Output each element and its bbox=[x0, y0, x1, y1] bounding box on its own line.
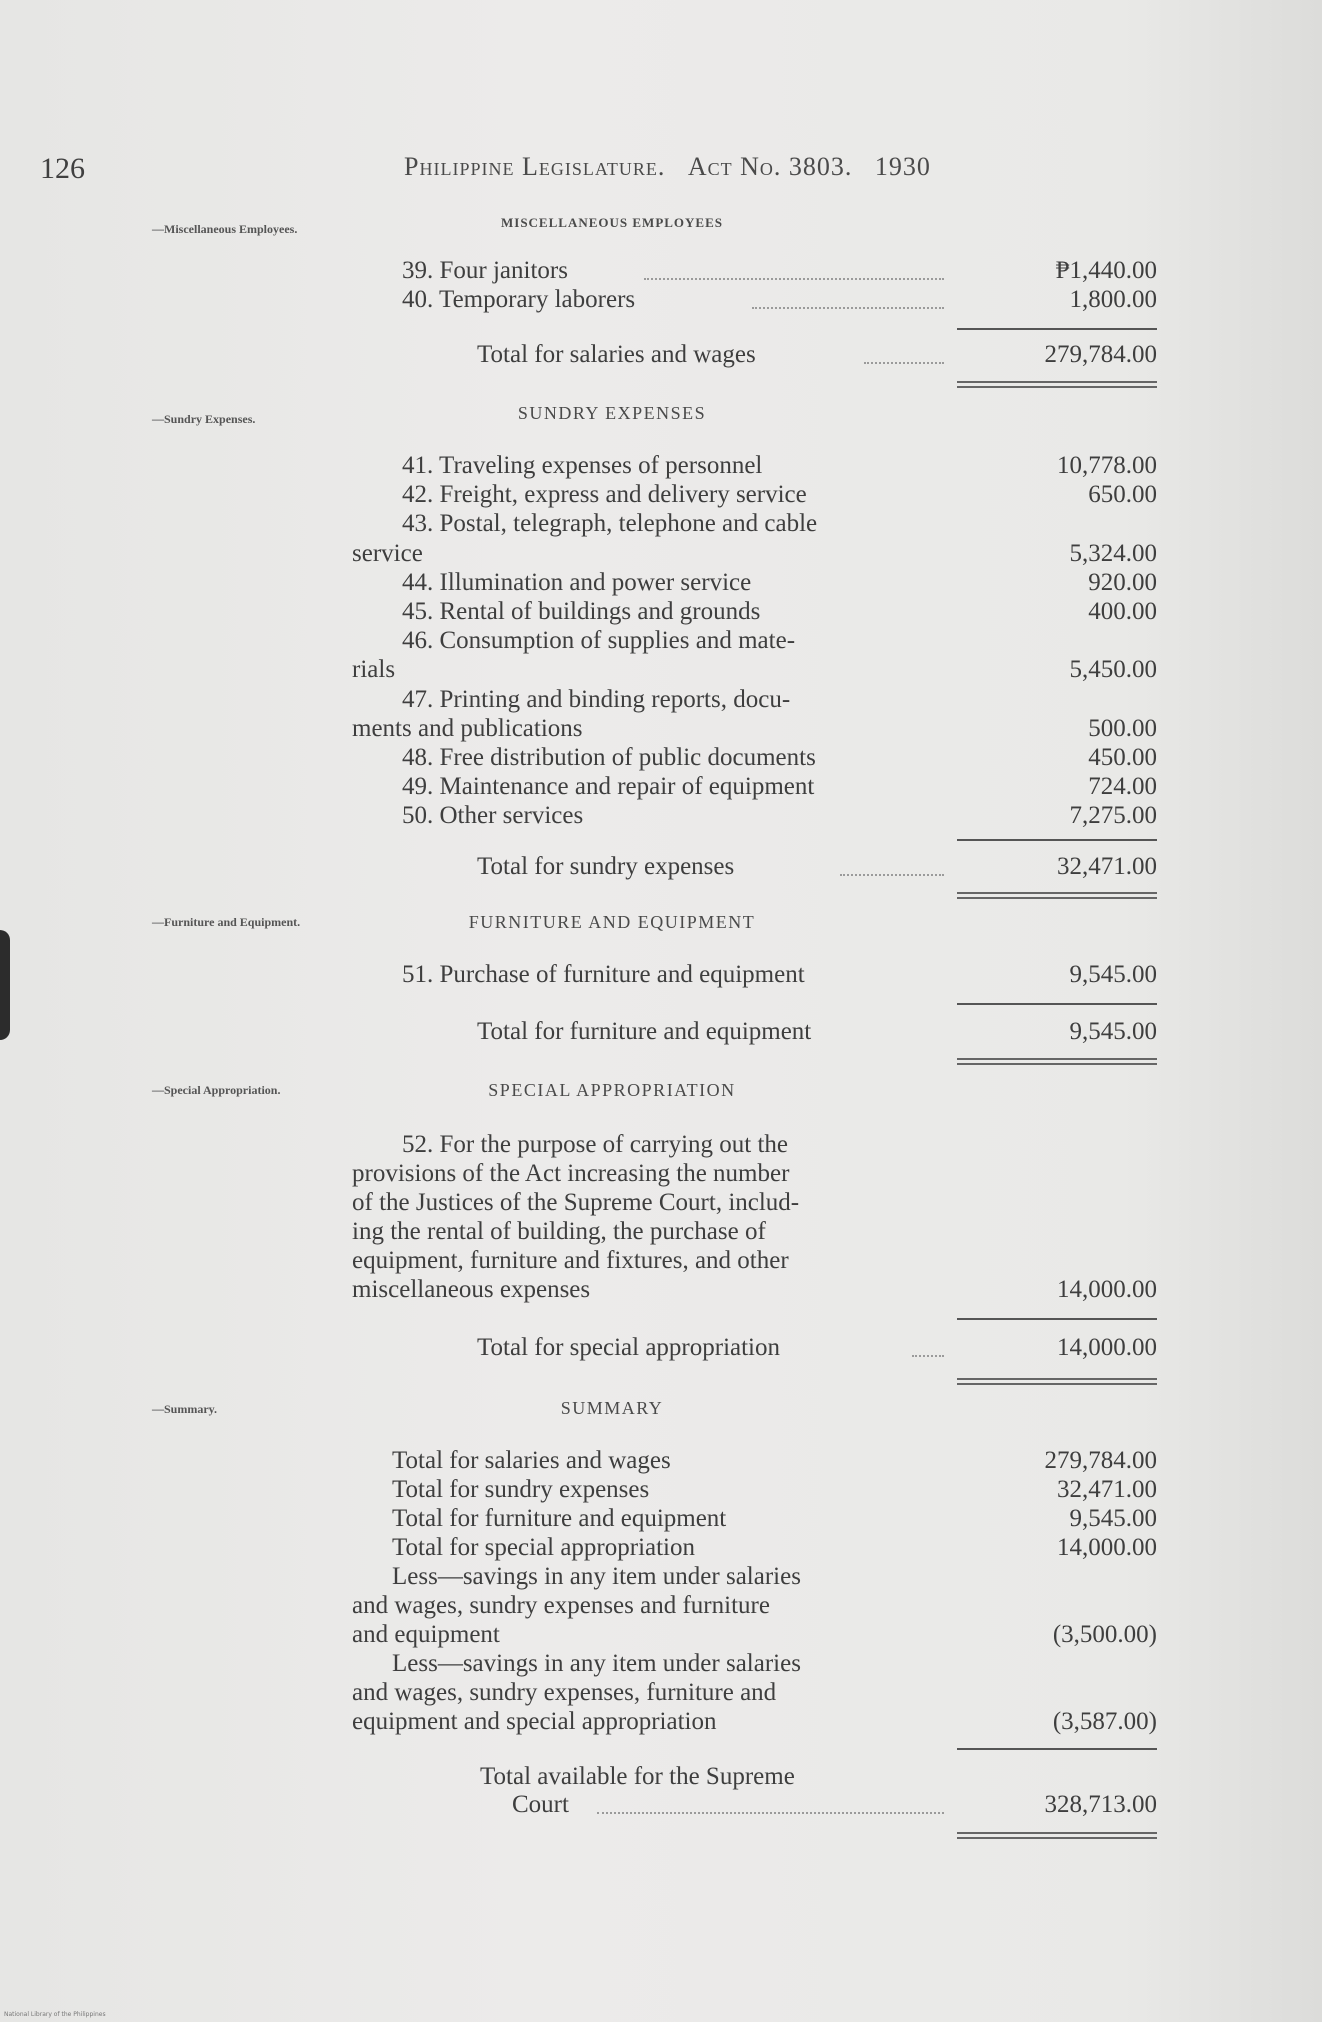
total-line bbox=[352, 1017, 1157, 1047]
line-item bbox=[352, 1562, 1157, 1592]
line-amount: 7,275.00 bbox=[1069, 802, 1157, 830]
leader-dots bbox=[644, 276, 944, 280]
line-text: 51. Purchase of furniture and equipment bbox=[402, 961, 805, 988]
heading-sundry: SUNDRY EXPENSES bbox=[517, 403, 707, 423]
line-amount: 450.00 bbox=[1088, 744, 1157, 771]
line-text: 50. Other services bbox=[402, 802, 584, 830]
line-text: ing the rental of building, the purchase of bbox=[352, 1218, 766, 1245]
line-item bbox=[352, 801, 1157, 831]
line-item bbox=[352, 1217, 1157, 1247]
line-text: miscellaneous expenses bbox=[352, 1276, 591, 1303]
line-text: ments and publications bbox=[352, 714, 583, 742]
total-amount: 279,784.00 bbox=[1044, 341, 1157, 368]
line-item bbox=[352, 451, 1157, 481]
line-text: rials bbox=[352, 656, 396, 684]
grand-total-line-2 bbox=[352, 1790, 1157, 1820]
total-line bbox=[352, 852, 1157, 882]
grand-total-text-2: Court bbox=[512, 1791, 569, 1818]
margin-note-sundry: —Sundry Expenses. bbox=[152, 412, 256, 426]
line-text: of the Justices of the Supreme Court, includ- bbox=[352, 1189, 800, 1216]
line-item bbox=[352, 509, 1157, 539]
line-item bbox=[352, 597, 1157, 627]
line-text: 41. Traveling expenses of personnel bbox=[402, 452, 763, 479]
line-text: 45. Rental of buildings and grounds bbox=[402, 598, 761, 625]
line-amount: 5,324.00 bbox=[1069, 539, 1157, 567]
line-item bbox=[352, 1707, 1157, 1737]
subtotal-rule bbox=[957, 1748, 1157, 1750]
line-text: Total for furniture and equipment bbox=[392, 1505, 727, 1532]
line-amount: 9,545.00 bbox=[1069, 961, 1157, 988]
line-item bbox=[352, 1504, 1157, 1534]
line-item bbox=[352, 1188, 1157, 1218]
line-item bbox=[352, 1246, 1157, 1276]
library-footer: National Library of the Philippines bbox=[4, 2011, 106, 2018]
line-amount: 1,800.00 bbox=[1069, 286, 1157, 313]
total-line bbox=[352, 1333, 1157, 1363]
line-item bbox=[352, 1620, 1157, 1650]
total-double-rule bbox=[957, 381, 1157, 388]
line-text: 42. Freight, express and delivery service bbox=[402, 481, 807, 509]
total-double-rule bbox=[957, 1378, 1157, 1385]
line-amount: 14,000.00 bbox=[1057, 1534, 1157, 1561]
line-text: and equipment bbox=[352, 1621, 500, 1648]
line-text: Total for special appropriation bbox=[392, 1534, 696, 1561]
line-item bbox=[352, 480, 1157, 510]
total-text: Total for furniture and equipment bbox=[477, 1018, 812, 1045]
total-double-rule bbox=[957, 1058, 1157, 1065]
year: 1930 bbox=[874, 152, 931, 181]
line-amount: 9,545.00 bbox=[1069, 1505, 1157, 1532]
running-title bbox=[404, 152, 931, 182]
line-amount: 279,784.00 bbox=[1044, 1447, 1157, 1474]
line-text: 47. Printing and binding reports, docu- bbox=[402, 685, 791, 713]
page-header bbox=[40, 152, 1282, 192]
line-text: equipment and special appropriation bbox=[352, 1708, 717, 1735]
legislature-title: Philippine Legislature. bbox=[404, 152, 666, 181]
line-amount: ₱1,440.00 bbox=[1055, 257, 1157, 284]
line-item bbox=[352, 655, 1157, 685]
heading-furniture: FURNITURE AND EQUIPMENT bbox=[468, 912, 756, 932]
leader-dots bbox=[912, 1353, 944, 1357]
line-amount: 500.00 bbox=[1088, 714, 1157, 742]
line-item bbox=[352, 285, 1157, 315]
line-item bbox=[352, 1649, 1157, 1679]
grand-total-text-1: Total available for the Supreme bbox=[480, 1763, 795, 1790]
margin-note-summary: —Summary. bbox=[152, 1402, 218, 1416]
line-amount: 10,778.00 bbox=[1057, 452, 1157, 479]
margin-note-furniture: —Furniture and Equipment. bbox=[152, 915, 301, 929]
line-item bbox=[352, 1591, 1157, 1621]
line-amount: 32,471.00 bbox=[1057, 1476, 1157, 1503]
margin-note-special: —Special Appropriation. bbox=[152, 1083, 281, 1097]
line-item bbox=[352, 256, 1157, 286]
line-item bbox=[352, 714, 1157, 744]
leader-dots bbox=[840, 872, 944, 876]
subtotal-rule bbox=[957, 1003, 1157, 1005]
line-item bbox=[352, 960, 1157, 990]
line-amount: 5,450.00 bbox=[1069, 656, 1157, 684]
act-number: Act No. 3803. bbox=[687, 152, 853, 181]
heading-special: SPECIAL APPROPRIATION bbox=[488, 1080, 736, 1100]
line-text: and wages, sundry expenses and furniture bbox=[352, 1592, 770, 1619]
line-text: Total for sundry expenses bbox=[392, 1476, 650, 1503]
total-amount: 9,545.00 bbox=[1069, 1018, 1157, 1045]
heading-summary: SUMMARY bbox=[560, 1398, 664, 1418]
line-amount: 920.00 bbox=[1088, 568, 1157, 596]
line-item bbox=[352, 568, 1157, 598]
line-item bbox=[352, 685, 1157, 715]
line-text: 52. For the purpose of carrying out the bbox=[402, 1131, 789, 1158]
leader-dots bbox=[597, 1810, 944, 1814]
line-item bbox=[352, 539, 1157, 569]
line-text: service bbox=[352, 539, 423, 567]
total-amount: 14,000.00 bbox=[1057, 1334, 1157, 1361]
line-amount: 400.00 bbox=[1088, 598, 1157, 625]
grand-total-amount: 328,713.00 bbox=[1044, 1791, 1157, 1818]
line-text: 43. Postal, telegraph, telephone and cable bbox=[402, 510, 818, 538]
total-text: Total for special appropriation bbox=[477, 1334, 781, 1361]
page-number: 126 bbox=[40, 152, 85, 185]
line-text: Total for salaries and wages bbox=[392, 1447, 671, 1474]
line-text: 44. Illumination and power service bbox=[402, 568, 752, 596]
line-text: Less—savings in any item under salaries bbox=[392, 1563, 801, 1590]
total-amount: 32,471.00 bbox=[1057, 853, 1157, 880]
leader-dots bbox=[864, 360, 944, 364]
line-item bbox=[352, 1678, 1157, 1708]
line-item bbox=[352, 1475, 1157, 1505]
line-item bbox=[352, 1159, 1157, 1189]
line-text: equipment, furniture and fixtures, and other bbox=[352, 1247, 789, 1274]
line-text: 49. Maintenance and repair of equipment bbox=[402, 773, 815, 801]
line-amount: 724.00 bbox=[1088, 773, 1157, 801]
line-text: 39. Four janitors bbox=[402, 257, 568, 284]
line-text: 40. Temporary laborers bbox=[402, 286, 636, 313]
line-text: and wages, sundry expenses, furniture and bbox=[352, 1679, 777, 1706]
line-text: 48. Free distribution of public documents bbox=[402, 744, 816, 771]
heading-misc: MISCELLANEOUS EMPLOYEES bbox=[500, 215, 723, 230]
line-text: Less—savings in any item under salaries bbox=[392, 1650, 801, 1677]
line-amount: (3,587.00) bbox=[1052, 1708, 1157, 1735]
line-item bbox=[352, 1130, 1157, 1160]
subtotal-rule bbox=[957, 328, 1157, 330]
line-item bbox=[352, 626, 1157, 656]
total-line bbox=[352, 340, 1157, 370]
margin-note-misc: —Miscellaneous Employees. bbox=[152, 222, 298, 236]
line-amount: (3,500.00) bbox=[1052, 1621, 1157, 1648]
total-text: Total for salaries and wages bbox=[477, 341, 756, 368]
grand-total-line-1 bbox=[352, 1762, 1157, 1792]
line-text: provisions of the Act increasing the number bbox=[352, 1160, 790, 1187]
line-item bbox=[352, 1533, 1157, 1563]
subtotal-rule bbox=[957, 1318, 1157, 1320]
line-item bbox=[352, 1275, 1157, 1305]
total-text: Total for sundry expenses bbox=[477, 853, 735, 880]
line-item bbox=[352, 1446, 1157, 1476]
leader-dots bbox=[752, 305, 944, 309]
line-text: 46. Consumption of supplies and mate- bbox=[402, 627, 796, 655]
line-item bbox=[352, 772, 1157, 802]
line-amount: 650.00 bbox=[1088, 481, 1157, 509]
line-item bbox=[352, 743, 1157, 773]
line-amount: 14,000.00 bbox=[1057, 1276, 1157, 1303]
grand-total-double-rule bbox=[957, 1832, 1157, 1839]
total-double-rule bbox=[957, 892, 1157, 899]
binding-shadow bbox=[0, 930, 10, 1040]
subtotal-rule bbox=[957, 839, 1157, 841]
